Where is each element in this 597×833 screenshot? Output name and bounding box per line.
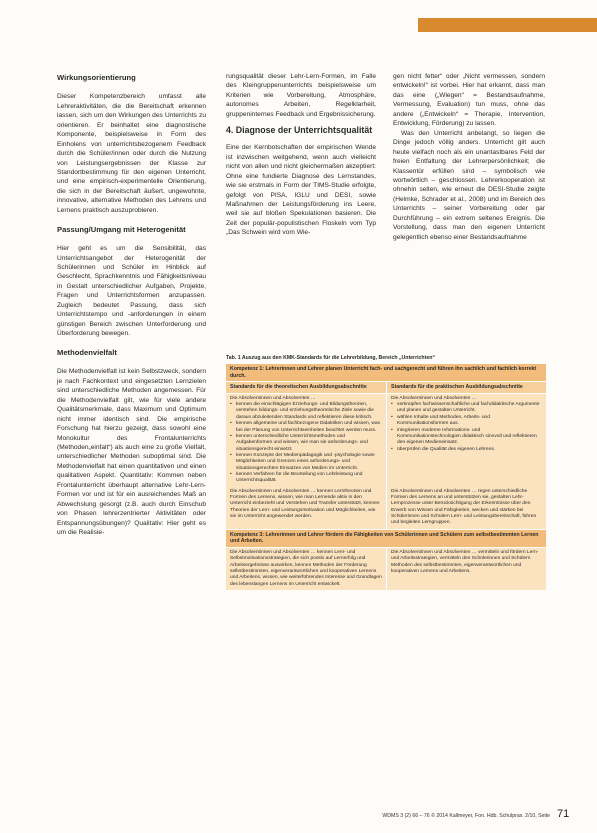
kmk-standards-table [226, 354, 546, 590]
footer-citation: WDMS 3 (2) 66 – 76 © 2014 Kallmeyer, Fon. Hdb. Schulprax. 2/10, Seite [382, 813, 550, 819]
paragraph: Was den Unterricht anbelangt, so liegen die Dinge jedoch völlig anders. Unterricht gilt auch heute vielfach noch als ein unantastbares Feld der freien Entfaltung der Lehrerpersönlichkeit; die Klassentür erfüllen sind – symbolisch wie wortwörtlich – geschlossen. Lehrerkooperation ist ohnehin selten, wie erneut die DESI-Studie zeigte (Helmke, Schrader et al., 2008) und im Bereich des Unterrichts – seiner Vorbereitung oder gar Durchführung – ein extrem seltenes Ereignis. Die Vorstellung, dass man den eigenen Unterricht gelegentlich ebenso einer Bestandsaufnahme [393, 129, 545, 241]
paragraph: Eine der Kernbotschaften der empirischen Wende ist inzwischen weitgehend, wenn auch vielleicht nicht von allen und nicht gleichermaßen akzeptiert: Ohne eine fundierte Diagnose des Lernstandes, wie sie erstmals in Form der TIMS-Studie erfolgte, gefolgt von PISA, IGLU und DESI, sowie Maßnahmen der Leistungsförderung ins Leere, weil sie auf bloßen Spekulationen basieren. Die Zeit der populär-populistischen Floskeln vom Typ „Das Schwein wird vom Wie- [226, 144, 376, 237]
header-banner [0, 0, 597, 44]
cell-intro: Die Absolventinnen und Absolventen … [391, 395, 477, 401]
table-row [226, 487, 546, 529]
paragraph: rungsqualität dieser Lehr-Lern-Formen, im Falle des Kleingruppenunterrichts beispielsweise um Kriterien wie Vorbereitung, Atmosphäre, autonomes Arbeiten, Regelklarheit, gruppeninternes Feedback und Ergebnissicherung. [226, 73, 376, 118]
column-2 [226, 72, 376, 238]
list-item: • überprüfen die Qualität des eigenen Lehrens. [397, 447, 542, 453]
standards-list [230, 402, 382, 484]
cell-theoretical [226, 394, 386, 487]
header-theoretical: Standards für die theoretischen Ausbildungsabschnitte [230, 384, 367, 391]
cell-theoretical: Die Absolventinnen und Absolventen … kennen Lerntheorien und Formen des Lernens, wissen, wie man Lernende aktiv in den Unterricht einbezieht und Verstehen und Transfer unterstützt, kennen Theorien der Lern- und Leistungsmotivation und Möglichkeiten, wie sie im Unterricht angewendet werden. [230, 488, 380, 519]
list-item: • wählen Inhalte und Methoden, Arbeits- und Kommunikationsformen aus. [397, 415, 542, 428]
paragraph: gen nicht fetter“ oder „Nicht vermessen, sondern entwickeln!“ ist vorbei. Hier hat erkannt, dass man das eine („Wiegen“ = Bestandsaufnahme, Vermessung, Evaluation) tun muss, ohne das andere („Entwickeln“ = Therapie, Intervention, Entwicklung, Förderung) zu lassen. [393, 73, 545, 128]
column-1 [57, 73, 206, 538]
heading-passung: Passung/Umgang mit Heterogenität [57, 224, 186, 234]
list-item: • verknüpfen fachwissenschaftliche und fachdidaktische Argumente und planen und gestalten Unterricht. [397, 402, 542, 415]
paragraph: Hier geht es um die Sensibilität, das Unterrichtsangebot der Heterogenität der Schülerinnen und Schüler im Hinblick auf Geschlecht, Sprachkenntnis und Fähigkeitsniveau in Gestalt unterschiedlicher Aufgaben, Projekte, Fragen und Unterrichtsformen anzupassen. Zugleich bedeutet Passung, dass sich Unterrichtstempo und -anforderungen in einem günstigen Bereich zwischen Unterforderung und Überforderung bewegen. [57, 245, 206, 338]
heading-wirkungsorientierung: Wirkungsorientierung [57, 73, 136, 82]
section-label: SCHWERPUNKT [515, 37, 589, 44]
column-3 [393, 72, 545, 242]
table-row [226, 548, 546, 590]
table-caption: Tab. 1 Auszug aus den KMK-Standards für die Lehrerbildung, Bereich „Unterrichten“ [226, 355, 435, 361]
list-item: • integrieren moderne Informations- und Kommunikationstechnologien didaktisch sinnvoll und reflektieren den eigenen Medieneinsatz. [397, 428, 542, 447]
header-practical: Standards für die praktischen Ausbildungsabschnitte [386, 382, 546, 393]
paragraph: Dieser Kompetenzbereich umfasst alle Lehreraktivitäten, die die Bereitschaft erkennen lassen, sich um den Wirkungen des Unterrichts zu orientieren. Er beinhaltet eine diagnostische Komponente, beispielsweise in Form des Einholens von unterrichtsbezogenem Feedback durch die Schüler/innen oder durch die Nutzung von Leistungsergebnissen der Klasse zur Standortbestimmung für den eigenen Unterricht, und eine empirisch-experimentelle Orientierung, die sich in der Bereitschaft äußert, ungewohnte, innovative, alternative Methoden des Lehrens und Lernens praktisch auszuprobieren. [57, 93, 206, 214]
list-item: • kennen Verfahren für die Beurteilung von Lehrleistung und Unterrichtsqualität. [236, 472, 382, 485]
cell-practical: Die Absolventinnen und Absolventen … vermitteln und fördern Lern- und Arbeitsstrategien, vermitteln den Schülerinnen und Schülern Methoden des selbstbestimmten, eigenverantwortlichen und kooperativen Lernens und Arbeitens. [386, 548, 546, 590]
list-item: • kennen allgemeine und fachbezogene Didaktiken und wissen, was bei der Planung von Unterrichtseinheiten beachtet werden muss. [236, 421, 382, 434]
section-bar [418, 18, 597, 44]
table-row [226, 394, 546, 487]
competence-1-row: Kompetenz 1: Lehrerinnen und Lehrer planen Unterricht fach- und sachgerecht und führen ihn sachlich und fachlich korrekt durch. [226, 364, 546, 381]
cell-practical [386, 394, 546, 487]
paragraph: Die Methodenvielfalt ist kein Selbstzweck, sondern je nach Fachkontext und eingesetzten Lernzielen sind unterschiedliche Methoden angemessen. Für die Methodenvielfalt gilt, wie für viele andere Qualitätsmerkmale, dass Maximum und Optimum nicht immer identisch sind. Die empirische Forschung hat hierzu gezeigt, dass sowohl eine Monokultur des Frontalunterrichts (Methoden„einfalt“) als auch eine zu große Vielfalt, unterschiedlicher Methoden suboptimal sind. Die Methodenvielfalt hat einen quantitativen und einen qualitativen Aspekt. Quantitativ: Kommen neben Frontalunterricht überhaupt alternative Lehr-Lern-Formen vor und ist für ein ausreichendes Maß an Abwechslung gesorgt (z.B. auch durch Einschub von Phasen lehrerzentrierter Aktivitäten oder Entspannungsübungen)? Qualitativ: Hier geht es um die Realisie- [57, 368, 206, 537]
section-heading-diagnose: 4. Diagnose der Unterrichtsqualität [226, 125, 373, 136]
cell-theoretical: Die Absolventinnen und Absolventen … kennen Lern- und Selbstmotivationsstrategien, die sich positiv auf Lernerfolg und Arbeitsergebnisse auswirken, kennen Methoden der Förderung selbstbestimmten, eigenverantwortlichen und kooperativen Lernens und Arbeitens, wissen, wie weiterführendes Interesse und Grundlagen des lebenslangen Lernens im Unterricht entwickelt. [230, 549, 382, 587]
list-item: • kennen unterschiedliche Unterrichtsmethoden und Aufgabenformen und wissen, wie man sie anforderungs- und situationsgerecht einsetzt. [236, 434, 382, 453]
table-header-row [226, 382, 546, 393]
competence-3-row: Kompetenz 3: Lehrerinnen und Lehrer fördern die Fähigkeiten von Schülerinnen und Schülern zum selbstbestimmten Lernen und Arbeiten. [226, 530, 546, 547]
page-number: 71 [557, 808, 570, 820]
heading-methodenvielfalt: Methodenvielfalt [57, 347, 117, 357]
cell-practical: Die Absolventinnen und Absolventen … regen unterschiedliche Formen des Lernens an und unterstützen sie, gestalten Lehr-Lernprozesse unter Berücksichtigung der Erkenntnisse über den Erwerb von Wissen und Fähigkeiten, wecken und stärken bei Schülerinnen und Schülern Lern- und Leistungsbereitschaft, führen und begleiten Lerngruppen. [386, 487, 546, 529]
list-item: • kennen Konzepte der Medienpädagogik und -psychologie sowie Möglichkeiten und Grenzen eines anforderungs- und situationsgerechten Einsatzes von Medien im Unterricht. [236, 453, 382, 472]
list-item: • kennen die einschlägigen Erziehungs- und Bildungstheorien, verstehen bildungs- und erziehungstheoretische Ziele sowie die daraus abzuleitenden Standards und reflektieren diese kritisch. [236, 402, 382, 421]
cell-intro: Die Absolventinnen und Absolventen … [230, 395, 316, 401]
standards-list [391, 402, 542, 453]
